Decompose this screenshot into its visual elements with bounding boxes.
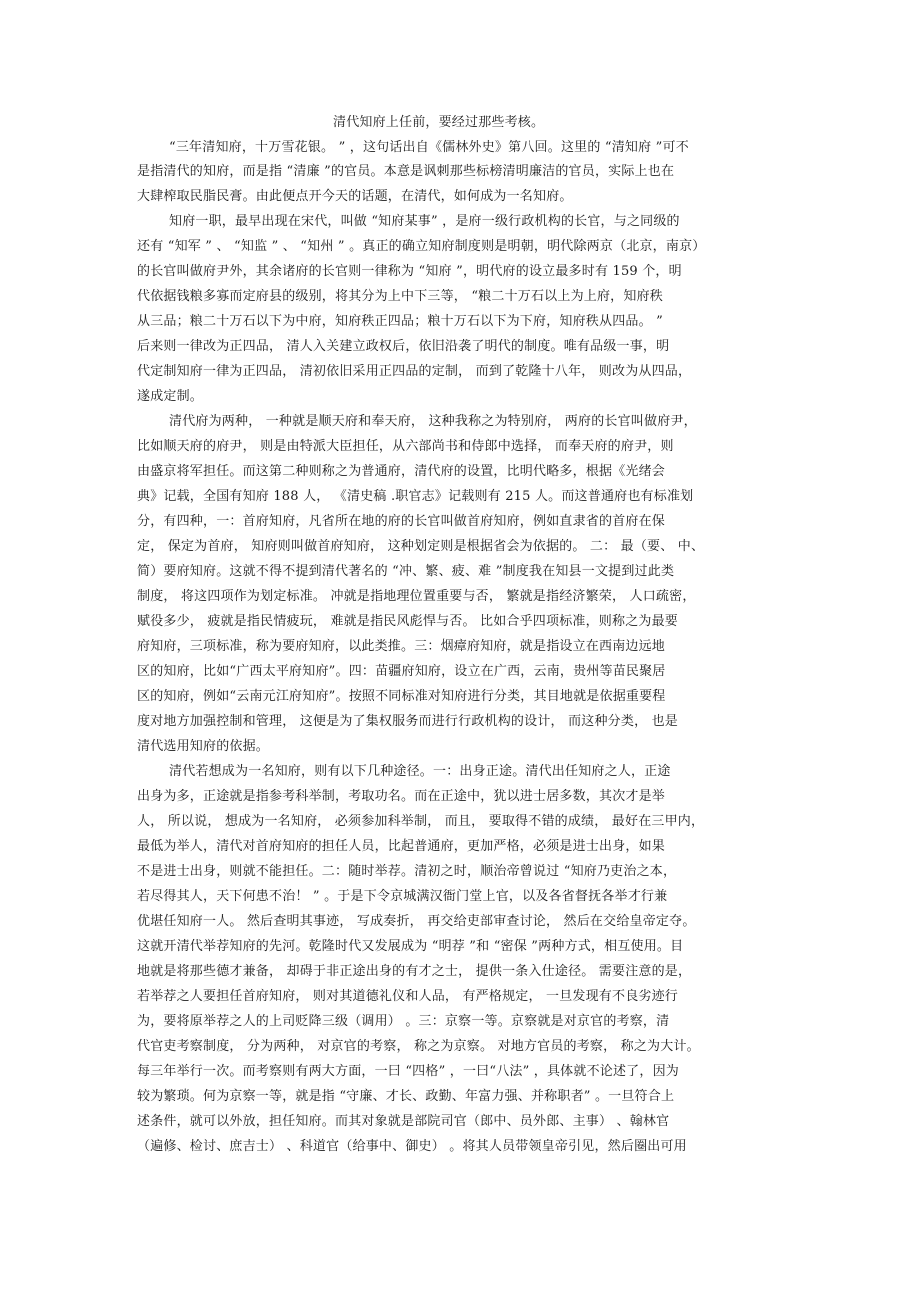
text-line: 从三品；粮二十万石以下为中府，知府秩正四品；粮十万石以下为下府，知府秩从四品。 ” — [137, 314, 663, 329]
text-line: 知府一职，最早出现在宋代，叫做 “知府某事” ，是府一级行政机构的长官，与之同级的 — [169, 214, 680, 229]
text-line: 代官吏考察制度， 分为两种， 对京官的考察， 称之为京察。 对地方官员的考察， 称之为大计。 — [137, 1039, 700, 1054]
text-line: 为，要将原举荐之人的上司贬降三级（调用） 。三：京察一等。京察就是对京官的考察，清 — [137, 1014, 670, 1029]
text-line: 若举荐之人要担任首府知府， 则对其道德礼仪和人品， 有严格规定， 一旦发现有不良劣迹行 — [137, 989, 678, 1004]
text-line: 若尽得其人，天下何患不治！ ” 。于是下令京城满汉衙门堂上官，以及各省督抚各举才行兼 — [137, 889, 668, 904]
text-line: 大肆榨取民脂民膏。由此便点开今天的话题，在清代，如何成为一名知府。 — [137, 189, 573, 204]
text-line: 清代府为两种， 一种就是顺天府和奉天府， 这种我称之为特别府， 两府的长官叫做府尹， — [169, 414, 697, 429]
text-line: 府知府，三项标准，称为要府知府，以此类推。三：烟瘴府知府，就是指设立在西南边远地 — [137, 639, 666, 654]
text-line: 每三年举行一次。而考察则有两大方面，一曰 “四格” ，一曰“八法” ，具体就不论述了，因为 — [137, 1064, 679, 1079]
text-line: 出身为多，正途就是指参考科举制，考取功名。而在正途中，犹以进士居多数，其次才是举 — [137, 789, 666, 804]
text-line: 代依据钱粮多寡而定府县的级别，将其分为上中下三等， “粮二十万石以上为上府，知府秩 — [137, 289, 663, 304]
text-line: 比如顺天府的府尹， 则是由特派大臣担任，从六部尚书和侍郎中选择， 而奉天府的府尹，则 — [137, 439, 674, 454]
text-line: 制度， 将这四项作为划定标准。 冲就是指地理位置重要与否， 繁就是指经济繁荣， 人口疏密， — [137, 589, 696, 604]
text-line: 较为繁琐。何为京察一等，就是指 “守廉、才长、政勤、年富力强、并称职者” 。一旦符合上 — [137, 1089, 675, 1104]
text-line: 代定制知府一律为正四品， 清初依旧采用正四品的定制， 而到了乾隆十八年， 则改为从四品， — [137, 364, 692, 379]
text-line: 由盛京将军担任。而这第二种则称之为普通府，清代府的设置，比明代略多，根据《光绪会 — [137, 464, 666, 479]
text-line: 后来则一律改为正四品， 清人入关建立政权后，依旧沿袭了明代的制度。唯有品级一事，明 — [137, 339, 670, 354]
text-line: 定， 保定为首府， 知府则叫做首府知府， 这种划定则是根据省会为依据的。 二： 最（要、 中、 — [137, 539, 705, 554]
text-line: 清代若想成为一名知府，则有以下几种途径。一：出身正途。清代出任知府之人，正途 — [169, 764, 671, 779]
text-line: 优堪任知府一人。 然后查明其事迹， 写成奏折， 再交给吏部审查讨论， 然后在交给皇帝定夺。 — [137, 914, 696, 929]
text-line: “三年清知府，十万雪花银。 ” ，这句话出自《儒林外史》第八回。这里的 “清知府 ”可不 — [169, 140, 689, 155]
text-line: 清代选用知府的依据。 — [137, 739, 270, 754]
text-line: 这就开清代举荐知府的先河。乾隆时代又发展成为 “明荐 ”和 “密保 ”两种方式，相互使用。目 — [137, 939, 684, 954]
text-line: 分，有四种，一：首府知府，凡省所在地的府的长官叫做首府知府，例如直隶省的首府在保 — [137, 514, 666, 529]
text-line: 人， 所以说， 想成为一名知府， 必须参加科举制， 而且， 要取得不错的成绩， 最好在三甲内， — [137, 814, 705, 829]
text-line: 典》记载，全国有知府 188 人， 《清史稿 .职官志》记载则有 215 人。而这普通府也有标准划 — [137, 489, 694, 504]
text-line: 地就是将那些德才兼备， 却碍于非正途出身的有才之士， 提供一条入仕途径。 需要注意的是， — [137, 964, 692, 979]
text-line: 还有 “知军 ” 、 “知监 ” 、 “知州 ” 。真正的确立知府制度则是明朝，明代除两京（北京，南京） — [137, 239, 706, 254]
text-line: 是指清代的知府，而是指 “清廉 ”的官员。本意是讽刺那些标榜清明廉洁的官员，实际上也在 — [137, 164, 675, 179]
text-line: （遍修、检讨、庶吉士） 、科道官（给事中、御史） 。将其人员带领皇帝引见，然后圈出可用 — [137, 1139, 687, 1154]
text-line: 简）要府知府。这就不得不提到清代著名的 “冲、繁、疲、难 ”制度我在知县一文提到过此类 — [137, 564, 675, 579]
text-line: 述条件，就可以外放，担任知府。而其对象就是部院司官（郎中、员外郎、主事） 、翰林官 — [137, 1114, 670, 1129]
text-line: 度对地方加强控制和管理， 这便是为了集权服务而进行行政机构的设计， 而这种分类， 也是 — [137, 714, 678, 729]
text-line: 区的知府，例如“云南元江府知府”。按照不同标准对知府进行分类，其目地就是依据重要程 — [137, 689, 666, 704]
text-line: 不是进士出身，则就不能担任。二：随时举荐。清初之时，顺治帝曾说过 “知府乃吏治之本， — [137, 864, 677, 879]
text-line: 赋役多少， 疲就是指民情疲玩， 难就是指民风彪悍与否。 比如合乎四项标准，则称之为最要 — [137, 614, 678, 629]
text-line: 区的知府，比如“广西太平府知府”。四：苗疆府知府，设立在广西，云南，贵州等苗民聚居 — [137, 664, 666, 679]
text-line: 遂成定制。 — [137, 389, 204, 404]
text-line: 的长官叫做府尹外，其余诸府的长官则一律称为 “知府 ”，明代府的设立最多时有 159 个，明 — [137, 264, 682, 279]
text-line: 最低为举人，清代对首府知府的担任人员，比起普通府，更加严格，必须是进士出身，如果 — [137, 839, 666, 854]
document-title: 清代知府上任前，要经过那些考核。 — [333, 115, 545, 130]
